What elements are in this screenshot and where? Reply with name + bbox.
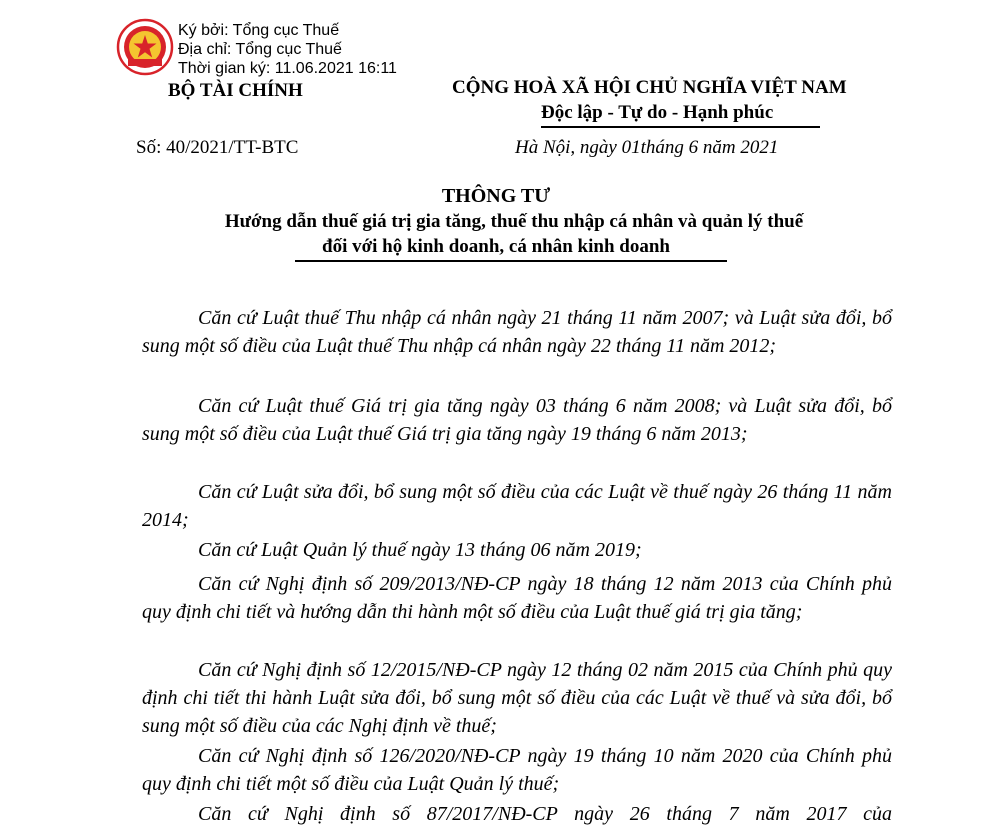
country-name: CỘNG HOÀ XÃ HỘI CHỦ NGHĨA VIỆT NAM [452,77,847,98]
motto: Độc lập - Tự do - Hạnh phúc [541,102,774,123]
document-type: THÔNG TƯ [441,185,551,207]
place-date: Hà Nội, ngày 01tháng 6 năm 2021 [515,137,779,158]
document-subject-line1: Hướng dẫn thuế giá trị gia tăng, thuế thu nhập cá nhân và quản lý thuế [224,211,804,232]
subject-underline [295,260,727,262]
motto-underline [541,126,820,128]
signature-signer: Ký bởi: Tổng cục Thuế [178,22,340,39]
preamble-paragraph: Căn cứ Nghị định số 12/2015/NĐ-CP ngày 12 tháng 02 năm 2015 của Chính phủ quy định chi tiết thi hành Luật sửa đổi, bổ sung một số điều của các Luật về thuế và sửa đổi, bổ sung một số điều của các Nghị định về thuế; [142,659,892,737]
preamble-paragraph: Căn cứ Luật thuế Thu nhập cá nhân ngày 21 tháng 11 năm 2007; và Luật sửa đổi, bổ sung một số điều của Luật thuế Thu nhập cá nhân ngày 22 tháng 11 năm 2012; [142,307,892,357]
official-seal-icon [116,18,174,76]
preamble-paragraph: Căn cứ Luật Quản lý thuế ngày 13 tháng 06 năm 2019; [198,539,642,561]
signature-time: Thời gian ký: 11.06.2021 16:11 [178,60,397,77]
document-subject-line2: đối với hộ kinh doanh, cá nhân kinh doanh [322,236,670,257]
document-number: Số: 40/2021/TT-BTC [136,137,299,158]
ministry-name: BỘ TÀI CHÍNH [168,80,303,101]
preamble-paragraph: Căn cứ Luật thuế Giá trị gia tăng ngày 03 tháng 6 năm 2008; và Luật sửa đổi, bổ sung một số điều của Luật thuế Giá trị gia tăng ngày 19 tháng 6 năm 2013; [142,395,892,445]
preamble-paragraph: Căn cứ Nghị định số 126/2020/NĐ-CP ngày 19 tháng 10 năm 2020 của Chính phủ quy định chi tiết một số điều của Luật Quản lý thuế; [142,745,892,795]
preamble-paragraph: Căn cứ Nghị định số 87/2017/NĐ-CP ngày 26 tháng 7 năm 2017 của [198,803,892,825]
preamble-paragraph: Căn cứ Luật sửa đổi, bổ sung một số điều của các Luật về thuế ngày 26 tháng 11 năm 2014; [142,481,892,531]
signature-address: Địa chỉ: Tổng cục Thuế [178,41,342,58]
preamble-paragraph: Căn cứ Nghị định số 209/2013/NĐ-CP ngày 18 tháng 12 năm 2013 của Chính phủ quy định chi tiết và hướng dẫn thi hành một số điều của Luật thuế giá trị gia tăng; [142,573,892,623]
